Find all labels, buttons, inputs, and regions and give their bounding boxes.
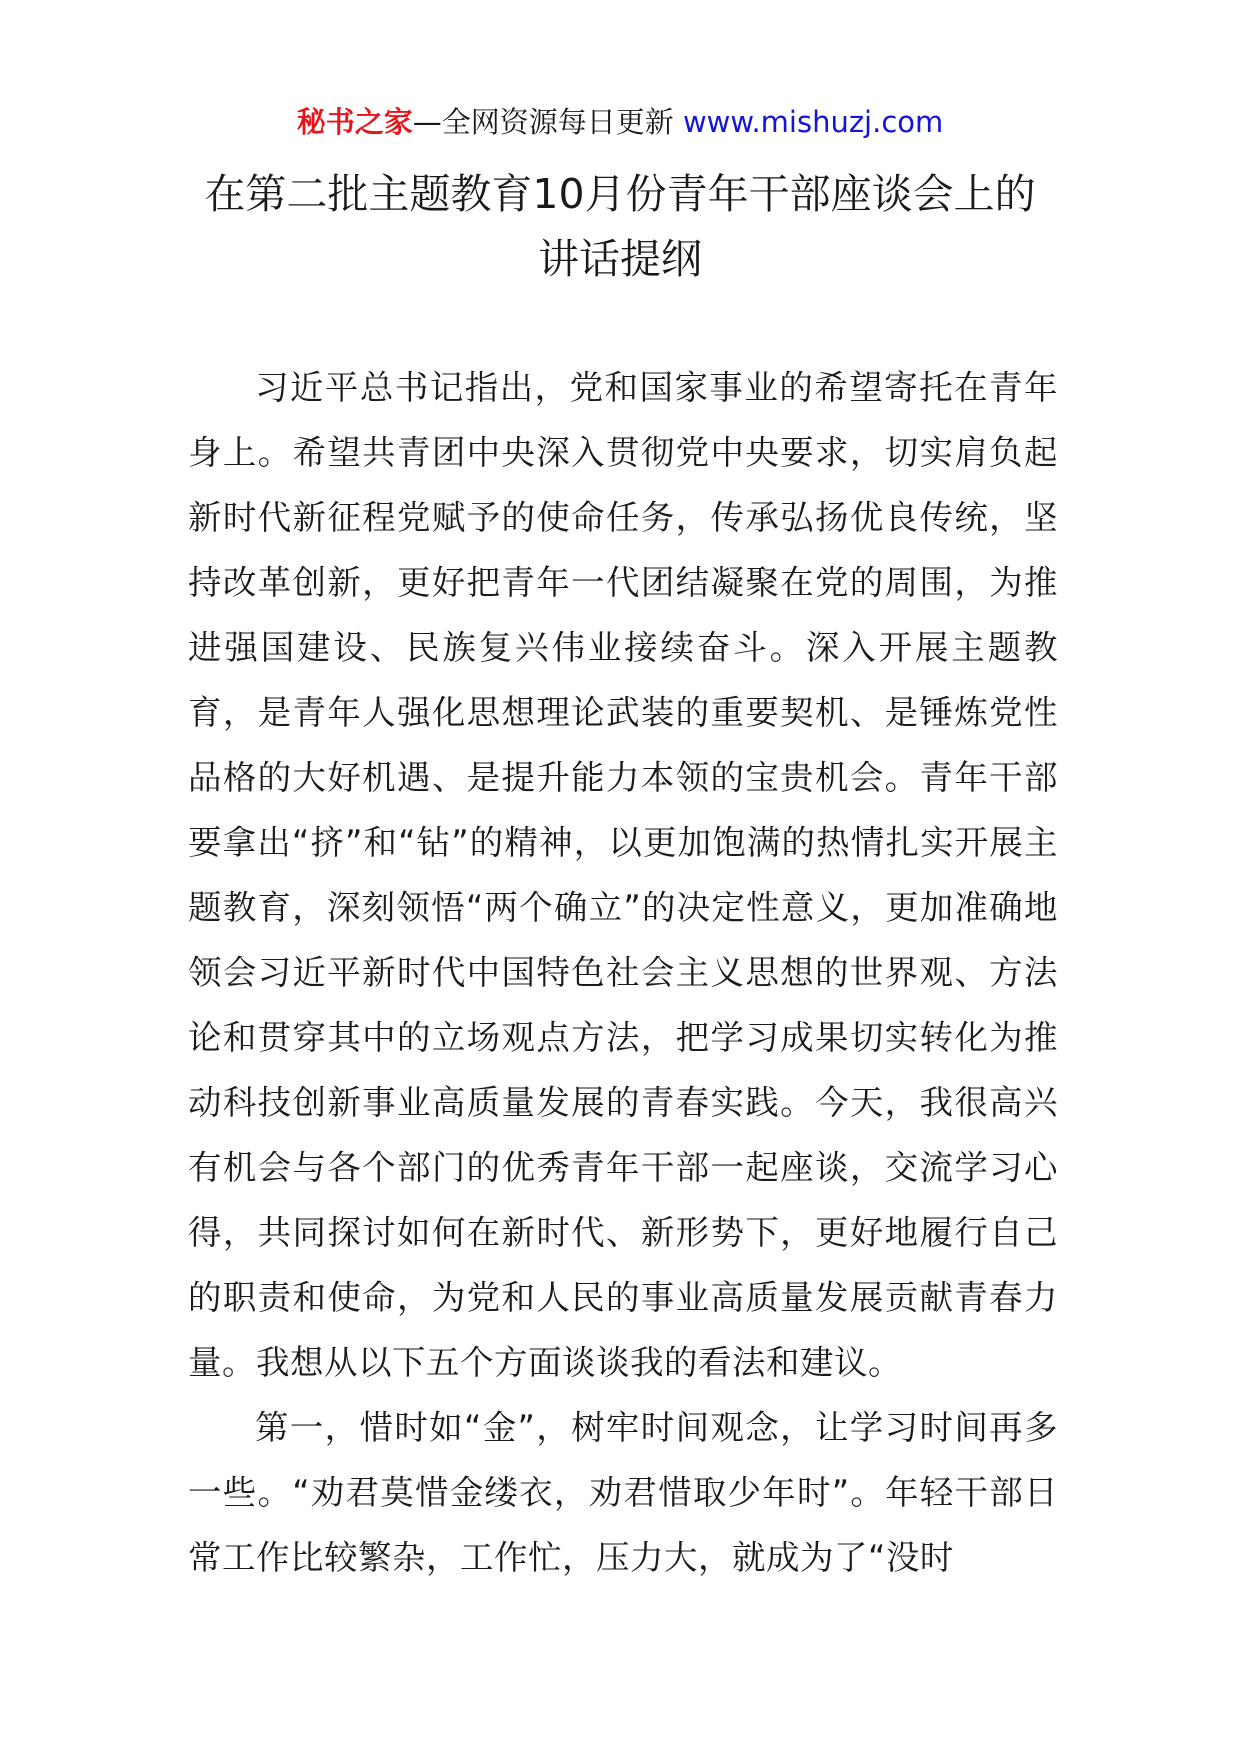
document-title-line-1: 在第二批主题教育10月份青年干部座谈会上的 [204, 170, 1036, 218]
site-header [0, 100, 1240, 144]
document-body [188, 355, 1058, 1590]
body-paragraph: 第一，惜时如“金”，树牢时间观念，让学习时间再多一些。“劝君莫惜金缕衣，劝君惜取少年时”。年轻干部日常工作比较繁杂，工作忙，压力大，就成为了“没时 [188, 1408, 1058, 1577]
brand-name: 秘书之家 [296, 105, 413, 139]
body-paragraph: 习近平总书记指出，党和国家事业的希望寄托在青年身上。希望共青团中央深入贯彻党中央要求，切实肩负起新时代新征程党赋予的使命任务，传承弘扬优良传统，坚持改革创新，更好把青年一代团结凝聚在党的周围，为推进强国建设、民族复兴伟业接续奋斗。深入开展主题教育，是青年人强化思想理论武装的重要契机、是锤炼党性品格的大好机遇、是提升能力本领的宝贵机会。青年干部要拿出“挤”和“钻”的精神，以更加饱满的热情扎实开展主题教育，深刻领悟“两个确立”的决定性意义，更加准确地领会习近平新时代中国特色社会主义思想的世界观、方法论和贯穿其中的立场观点方法，把学习成果切实转化为推动科技创新事业高质量发展的青春实践。今天，我很高兴有机会与各个部门的优秀青年干部一起座谈，交流学习心得，共同探讨如何在新时代、新形势下，更好地履行自己的职责和使命，为党和人民的事业高质量发展贡献青春力量。我想从以下五个方面谈谈我的看法和建议。 [188, 368, 1058, 1382]
header-tagline: —全网资源每日更新 [412, 105, 674, 139]
document-title-line-2: 讲话提纲 [538, 235, 702, 283]
site-url-link[interactable]: www.mishuzj.com [682, 105, 944, 139]
